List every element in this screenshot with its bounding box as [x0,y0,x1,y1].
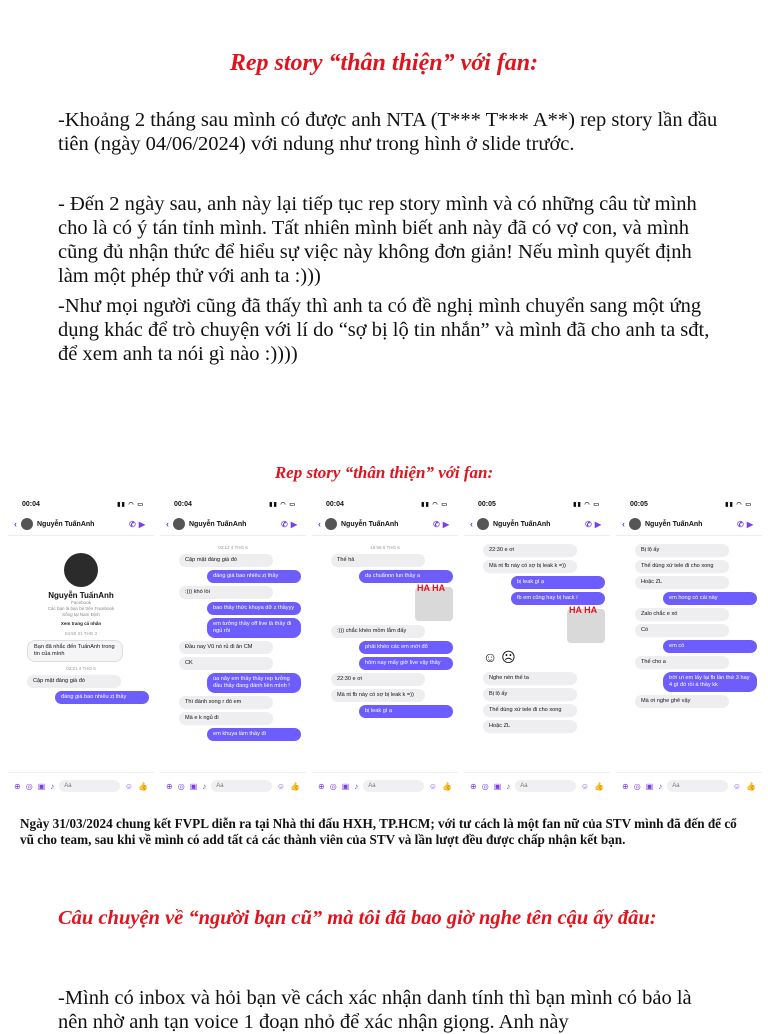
message-bubble: em hong có cái này [663,592,757,605]
image-heading: Rep story “thân thiện” với fan: [274,463,494,482]
message-bubble: fb em cũng hay bị hack í [511,592,605,605]
message-bubble: phải khéo các em mới đổ [359,641,453,654]
section-heading: Câu chuyện về “người bạn cũ” mà tôi đã bao giờ nghe tên cậu ấy đâu: [58,907,657,929]
status-bar: 00:04 ▮▮ ◠ ▭ [22,501,144,508]
timestamp: 02:12 4 THG 6 [218,545,248,550]
chat-screenshot [616,495,762,799]
composer-bar: ⊕ ◎ ▣ ♪ Aa ☺ 👍 [8,772,154,799]
screenshot-strip [8,495,764,799]
message-bubble: Hoặc ZL [483,720,577,733]
message-bubble: Mà nt fb này có sợ bị leak k =)) [483,560,577,573]
paragraph: - Đến 2 ngày sau, anh này lại tiếp tục rep story mình và có những câu từ mình cho là có ý tán tỉnh mình. Tất nhiên mình biết anh này đã có vợ con, và mình cũng đủ nhận thức để hiểu sự việc này không đơn giản! Nếu mình quyết định làm một phép thử với anh ta :))) [58,193,697,287]
status-bar: 00:04 ▮▮ ◠ ▭ [174,501,296,508]
message-list [312,537,458,773]
message-bubble: bị leak gì ạ [511,576,605,589]
chat-screenshot [312,495,458,799]
status-bar: 00:05 ▮▮ ◠ ▭ [478,501,600,508]
section-heading: Rep story “thân thiện” với fan: [229,50,539,76]
message-bubble: Thì đánh xong r đó em [179,696,273,709]
message-bubble: Mà ơi nghe ghê vậy [635,695,729,708]
composer-bar: ⊕ ◎ ▣ ♪ Aa ☺ 👍 [616,772,762,799]
message-bubble: Bạn đã nhắc đến TuấnAnh trong tin của mình [27,640,123,662]
paragraph: -Như mọi người cũng đã thấy thì anh ta có đề nghị mình chuyển sang một ứng dụng khác để trò chuyện với lí do “sợ bị lộ tin nhắn” và mình đã cho anh ta sđt, để xem anh ta nói gì nào :)))) [58,295,710,365]
avatar [173,518,185,530]
chat-header: ‹ Nguyễn TuấnAnh ✆▶ [8,513,154,536]
message-bubble: :))) chắc khéo mồm lắm đấy [331,625,425,638]
message-input: Aa [363,780,424,792]
chat-screenshot [464,495,610,799]
message-bubble: em có [663,640,757,653]
message-bubble: Zalo chắc e xó [635,608,729,621]
message-bubble: Nghe nén thế ta [483,672,577,685]
view-profile-link: Xem trang cá nhân [60,621,102,626]
message-list [8,537,154,773]
message-bubble: bị leak gì ạ [359,705,453,718]
message-list [464,537,610,773]
back-icon: ‹ [470,519,473,529]
call-video-icons: ✆▶ [433,519,452,529]
emoji-reaction: ☺ ☹ [483,649,516,665]
chat-header: ‹ Nguyễn TuấnAnh ✆▶ [160,513,306,536]
message-bubble: Cập mặt đáng giá đó [27,675,121,688]
profile-name: Nguyễn TuấnAnh [48,591,114,600]
profile-subtitle: Facebook [71,600,91,605]
avatar [21,518,33,530]
message-bubble: Có [635,624,729,637]
message-bubble: em tưởng thầy off live là thầy đi ngủ rồi [207,618,301,638]
message-bubble: úa nây em thầy thầy rep tưởng đầu thầy đang đánh liền mình ! [207,673,301,693]
message-bubble: đáng giá bao nhiêu zị thầy [207,570,301,583]
message-bubble: Hoặc ZL [635,576,729,589]
profile-subtitle: Sống tại Nam Định [62,612,100,617]
message-list [616,537,762,773]
message-bubble: CK [179,657,273,670]
profile-avatar [64,553,98,587]
message-bubble: đáng giá bao nhiêu zị thầy [55,691,149,704]
message-input: Aa [211,780,272,792]
message-bubble: bao thầy thức khuya dữ z thầyyy [207,602,301,615]
back-icon: ‹ [14,519,17,529]
chat-header: ‹ Nguyễn TuấnAnh ✆▶ [464,513,610,536]
message-bubble: 22:30 e ơi [331,673,425,686]
message-bubble: hôm nay mấy giờ live vậy thầy [359,657,453,670]
message-bubble: 22:30 e ơi [483,544,577,557]
message-bubble: :))) khó lòi [179,586,273,599]
message-bubble: em khuya làm thầy đi [207,728,301,741]
back-icon: ‹ [166,519,169,529]
message-bubble: Thế cho a [635,656,729,669]
message-bubble: Cập mặt đáng giá đó [179,554,273,567]
message-input: Aa [667,780,728,792]
message-input: Aa [59,780,120,792]
message-input: Aa [515,780,576,792]
avatar [477,518,489,530]
message-bubble: trời ưi em lấy lại fb lần thứ 3 hay 4 gì đó rồi á thầy kk [663,672,757,692]
message-bubble: Thế dùng xứ tele đi cho xong [635,560,729,573]
message-bubble: Bị lộ ấy [635,544,729,557]
avatar [325,518,337,530]
composer-bar: ⊕ ◎ ▣ ♪ Aa ☺ 👍 [160,772,306,799]
message-list [160,537,306,773]
message-bubble: Mà e k ngủ đi [179,712,273,725]
call-video-icons: ✆▶ [129,519,148,529]
back-icon: ‹ [622,519,625,529]
call-video-icons: ✆▶ [281,519,300,529]
back-icon: ‹ [318,519,321,529]
message-bubble: Thế dùng xứ tele đi cho xong [483,704,577,717]
message-bubble: Đầu nay Vũ nó rủ đi ăn CM [179,641,273,654]
chat-header: ‹ Nguyễn TuấnAnh ✆▶ [312,513,458,536]
timestamp: 02:21 4 THG 6 [66,666,96,671]
composer-bar: ⊕ ◎ ▣ ♪ Aa ☺ 👍 [464,772,610,799]
timestamp: 04:50 31 THG 3 [65,631,97,636]
chat-screenshot [8,495,154,799]
avatar [629,518,641,530]
profile-subtitle: Các bạn là bạn bè trên Facebook [47,606,115,611]
message-bubble: Mà nt fb này có sợ bị leak k =)) [331,689,425,702]
timestamp: 18:56 6 THG 6 [370,545,400,550]
image-caption: Ngày 31/03/2024 chung kết FVPL diễn ra tại Nhà thi đấu HXH, TP.HCM; với tư cách là một fan nữ của STV mình đã đến để cổ vũ cho team, sau khi về mình có add tất cả các thành viên của STV và lần lượt đều được chấp nhận kết bạn. [20,816,737,847]
paragraph: -Mình có inbox và hỏi bạn về cách xác nhận danh tính thì bạn mình có bảo là nên nhờ anh tạn voice 1 đoạn nhỏ để xác nhận giọng. Anh này [58,987,692,1033]
cat-sticker: HA HA [415,587,453,621]
call-video-icons: ✆▶ [737,519,756,529]
message-bubble: Bị lộ ấy [483,688,577,701]
status-bar: 00:05 ▮▮ ◠ ▭ [630,501,752,508]
status-bar: 00:04 ▮▮ ◠ ▭ [326,501,448,508]
message-bubble: dạ chuẩnnn lun thầy a [359,570,453,583]
cat-sticker: HA HA [567,609,605,643]
chat-header: ‹ Nguyễn TuấnAnh ✆▶ [616,513,762,536]
message-bubble: Thế hả [331,554,425,567]
composer-bar: ⊕ ◎ ▣ ♪ Aa ☺ 👍 [312,772,458,799]
call-video-icons: ✆▶ [585,519,604,529]
chat-screenshot [160,495,306,799]
paragraph: -Khoảng 2 tháng sau mình có được anh NTA (T*** T*** A**) rep story lần đầu tiên (ngày 04/06/2024) với ndung như trong hình ở slide trước. [58,109,718,155]
